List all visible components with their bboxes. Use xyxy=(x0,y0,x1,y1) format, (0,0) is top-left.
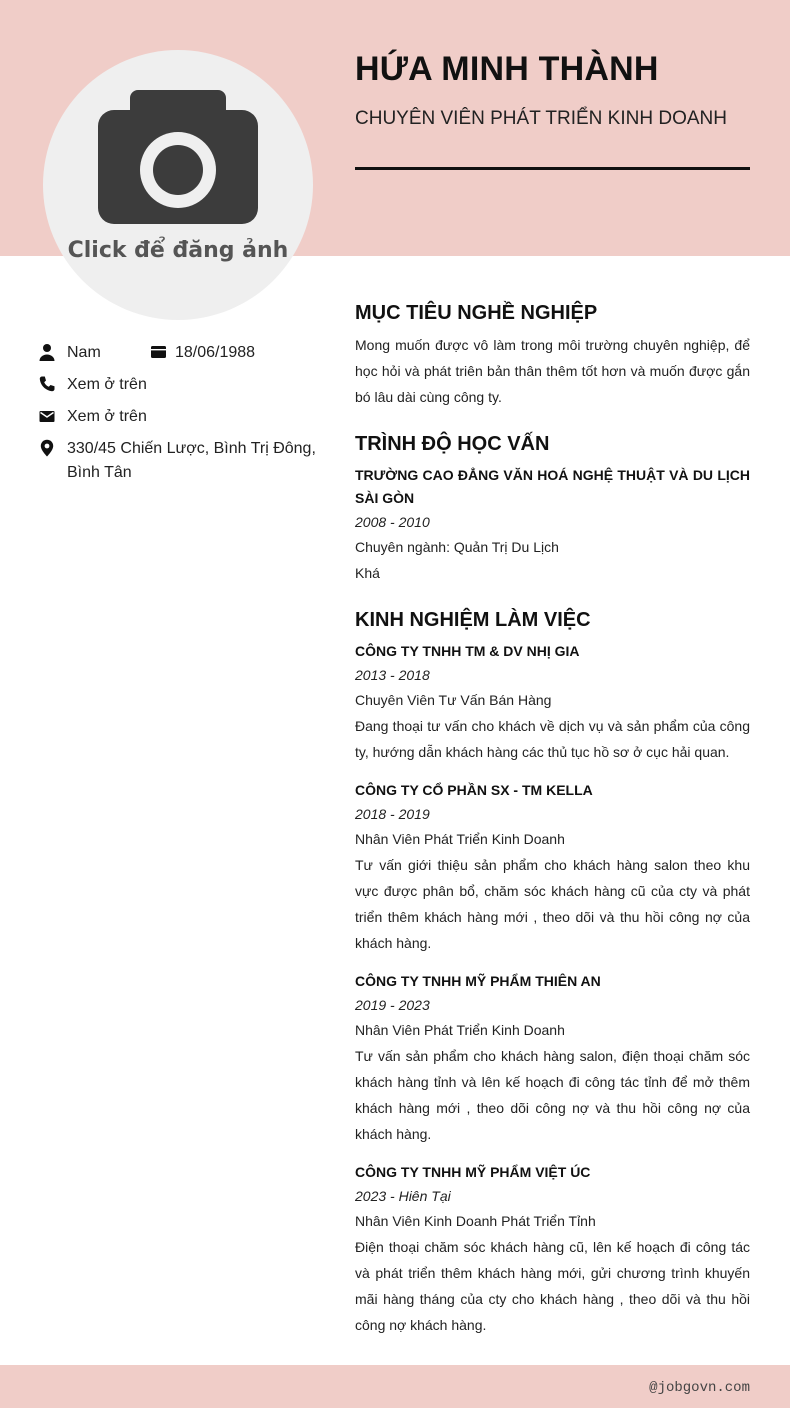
candidate-name: HỨA MINH THÀNH xyxy=(355,50,659,88)
email-row xyxy=(38,405,308,429)
job-description: Tư vấn sản phẩm cho khách hàng salon, điện thoại chăm sóc khách hàng tỉnh và lên kế hoạch đi công tác tỉnh để mở thêm khách hàng mới , theo dõi công nợ và thu hồi công nợ của khách hàng. xyxy=(355,1048,750,1142)
job-company: CÔNG TY TNHH MỸ PHẨM THIÊN AN xyxy=(355,973,601,989)
education-major: Chuyên ngành: Quản Trị Du Lịch xyxy=(355,539,559,555)
objective-title: MỤC TIÊU NGHỀ NGHIỆP xyxy=(355,302,598,324)
birthdate-row xyxy=(150,341,310,365)
gender-value: Nam xyxy=(67,344,101,361)
phone-value: Xem ở trên xyxy=(67,376,147,393)
avatar-upload-label: Click để đăng ảnh xyxy=(67,238,289,263)
birthdate-value: 18/06/1988 xyxy=(175,344,256,361)
education-school: TRƯỜNG CAO ĐẲNG VĂN HOÁ NGHỆ THUẬT VÀ DU LỊCH SÀI GÒN xyxy=(355,467,750,506)
calendar-icon xyxy=(150,343,168,361)
education-period: 2008 - 2010 xyxy=(355,514,430,530)
job-description: Điện thoại chăm sóc khách hàng cũ, lên kế hoạch đi công tác và phát triển thêm khách hàng mới, gửi chương trình khuyến mãi hàng tháng của cty cho khách hàng , theo dõi và thu hồi công nợ khách hàng. xyxy=(355,1239,750,1333)
person-icon xyxy=(38,343,56,361)
phone-icon xyxy=(38,375,56,393)
job-description: Đang thoại tư vấn cho khách về dịch vụ và sản phẩm của công ty, hướng dẫn khách hàng các thủ tục hồ sơ ở cục hải quan. xyxy=(355,718,750,760)
address-line-1: 330/45 Chiến Lược, Bình Trị Đông, xyxy=(67,440,316,457)
email-icon xyxy=(38,407,56,425)
job-period: 2023 - Hiên Tại xyxy=(355,1188,451,1204)
job-period: 2019 - 2023 xyxy=(355,997,430,1013)
job-period: 2013 - 2018 xyxy=(355,667,430,683)
camera-icon xyxy=(98,90,258,230)
gender-row xyxy=(38,341,148,365)
email-value: Xem ở trên xyxy=(67,408,147,425)
address-line-2: Bình Tân xyxy=(67,464,132,481)
address-row xyxy=(38,437,318,487)
education-title: TRÌNH ĐỘ HỌC VẤN xyxy=(355,433,550,455)
job-role: Nhân Viên Phát Triển Kinh Doanh xyxy=(355,831,565,847)
objective-text: Mong muốn được vô làm trong môi trường chuyên nghiệp, để học hỏi và phát triên bản thân thêm tốt hơn và muốn được gắn bó lâu dài cùng công ty. xyxy=(355,337,750,405)
job-role: Nhân Viên Phát Triển Kinh Doanh xyxy=(355,1022,565,1038)
job-role: Nhân Viên Kinh Doanh Phát Triển Tỉnh xyxy=(355,1213,596,1229)
location-pin-icon xyxy=(38,439,56,457)
job-company: CÔNG TY TNHH MỸ PHẨM VIỆT ÚC xyxy=(355,1164,591,1180)
job-company: CÔNG TY TNHH TM & DV NHỊ GIA xyxy=(355,643,580,659)
job-company: CÔNG TY CỔ PHẦN SX - TM KELLA xyxy=(355,782,593,798)
job-description: Tư vấn giới thiệu sản phẩm cho khách hàng salon theo khu vực được phân bổ, chăm sóc khách hàng cũ của cty và phát triển thêm khách hàng mới , theo dõi và thu hồi công nợ của khách hàng. xyxy=(355,857,750,951)
education-grade: Khá xyxy=(355,565,380,581)
phone-row xyxy=(38,373,308,397)
experience-title: KINH NGHIỆM LÀM VIỆC xyxy=(355,609,591,631)
candidate-job-title: CHUYÊN VIÊN PHÁT TRIỂN KINH DOANH xyxy=(355,108,727,129)
job-role: Chuyên Viên Tư Vấn Bán Hàng xyxy=(355,692,552,708)
header-divider xyxy=(355,167,750,170)
job-period: 2018 - 2019 xyxy=(355,806,430,822)
footer-brand: @jobgovn.com xyxy=(649,1380,750,1396)
avatar-upload[interactable] xyxy=(43,50,313,320)
